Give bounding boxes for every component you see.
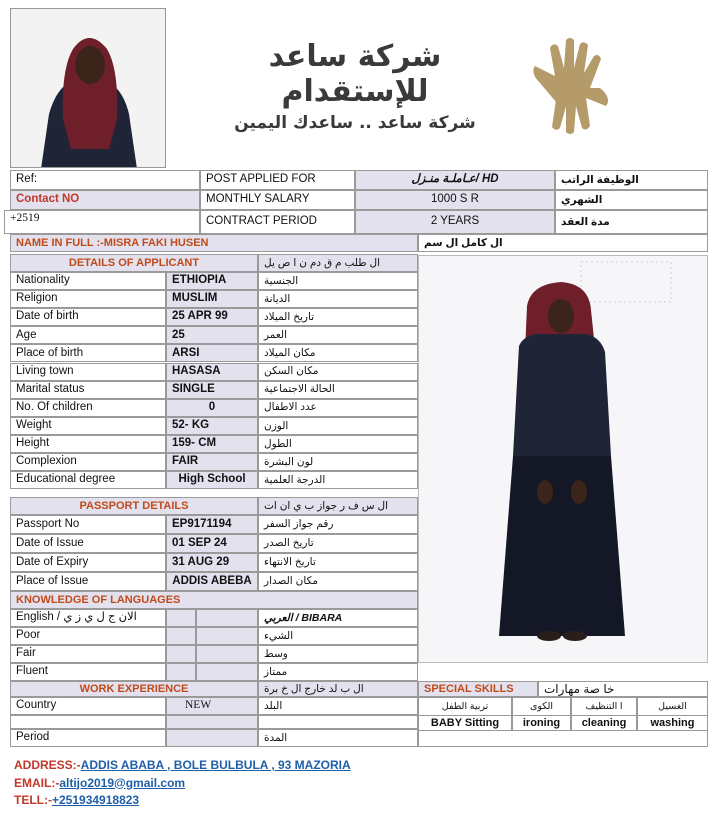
applicant-full-body-photo xyxy=(418,255,708,663)
detail-label: Nationality xyxy=(10,272,166,290)
detail-label-ar: الجنسية xyxy=(258,272,418,290)
passport-label: Date of Issue xyxy=(10,534,166,553)
passport-title: PASSPORT DETAILS xyxy=(10,497,258,515)
language-check-1 xyxy=(166,609,196,627)
detail-value: 25 xyxy=(166,326,258,344)
passport-label-ar: مكان الصدار xyxy=(258,572,418,591)
detail-value: ARSI xyxy=(166,344,258,362)
detail-value: High School xyxy=(166,471,258,489)
passport-value: EP9171194 xyxy=(166,515,258,534)
language-level-ar: BIBARA / العربي xyxy=(258,609,418,627)
detail-value: MUSLIM xyxy=(166,290,258,308)
passport-label: Date of Expiry xyxy=(10,553,166,572)
detail-label-ar: الطول xyxy=(258,435,418,453)
address-label: ADDRESS:- xyxy=(14,758,81,772)
detail-label-ar: لون البشرة xyxy=(258,453,418,471)
details-title-ar: ال طلب م ق دم ن ا ص يل xyxy=(258,254,418,272)
detail-label-ar: الحالة الاجتماعية xyxy=(258,381,418,399)
work-period-ar: المدة xyxy=(258,729,418,747)
language-check-2 xyxy=(196,627,258,645)
detail-label: Marital status xyxy=(10,381,166,399)
skills-blank-row xyxy=(418,731,708,747)
language-check-2 xyxy=(196,663,258,681)
language-level-ar: ممتاز xyxy=(258,663,418,681)
language-check-1 xyxy=(166,645,196,663)
work-title-ar: ال ب لد خارج ال خ برة xyxy=(258,681,418,697)
work-period-value xyxy=(166,729,258,747)
contract-value: 2 YEARS xyxy=(355,210,555,234)
work-period-label: Period xyxy=(10,729,166,747)
tel-link[interactable]: +251934918823 xyxy=(52,793,140,807)
skill-label-ar: تربية الطفل xyxy=(418,697,512,715)
work-blank-label xyxy=(10,715,166,729)
work-title: WORK EXPERIENCE xyxy=(10,681,258,697)
language-check-1 xyxy=(166,663,196,681)
detail-label: Height xyxy=(10,435,166,453)
detail-label: Religion xyxy=(10,290,166,308)
detail-label-ar: مكان السكن xyxy=(258,363,418,381)
company-branding xyxy=(200,40,510,133)
skills-title-ar: خا صة مهارات xyxy=(538,681,708,697)
company-slogan: شركة ساعد .. ساعدك اليمين xyxy=(234,113,476,133)
detail-value: HASASA xyxy=(166,363,258,381)
work-blank-value xyxy=(166,715,258,729)
ref-label: Ref: xyxy=(10,170,200,190)
details-title: DETAILS OF APPLICANT xyxy=(10,254,258,272)
full-name: NAME IN FULL :-MISRA FAKI HUSEN xyxy=(10,234,418,252)
contact-label: Contact NO xyxy=(10,190,200,210)
detail-label: No. Of children xyxy=(10,399,166,417)
contract-label: CONTRACT PERIOD xyxy=(200,210,355,234)
contact-value: +2519 xyxy=(4,210,200,234)
detail-label-ar: الدرجة العلمية xyxy=(258,471,418,489)
detail-label: Place of birth xyxy=(10,344,166,362)
detail-value: 52- KG xyxy=(166,417,258,435)
detail-value: 159- CM xyxy=(166,435,258,453)
skill-label-ar: ا التنظيف xyxy=(571,697,637,715)
contract-ar: مدة العقد xyxy=(555,210,708,234)
passport-value: 01 SEP 24 xyxy=(166,534,258,553)
skill-label-ar: الغسيل xyxy=(637,697,708,715)
work-blank-ar xyxy=(258,715,418,729)
work-country-label: Country xyxy=(10,697,166,715)
salary-ar: الشهري xyxy=(555,190,708,210)
detail-value: 0 xyxy=(166,399,258,417)
languages-title: KNOWLEDGE OF LANGUAGES xyxy=(10,591,418,609)
language-check-1 xyxy=(166,627,196,645)
skill-item: cleaning xyxy=(571,715,637,731)
passport-value: 31 AUG 29 xyxy=(166,553,258,572)
detail-value: SINGLE xyxy=(166,381,258,399)
passport-label-ar: تاريخ الصدر xyxy=(258,534,418,553)
language-check-2 xyxy=(196,609,258,627)
post-applied-value: عـاملـة منـزل/ HD xyxy=(355,170,555,190)
work-country-value: NEW xyxy=(166,697,258,715)
language-level-ar: الشيء xyxy=(258,627,418,645)
detail-label-ar: تاريخ الميلاد xyxy=(258,308,418,326)
skill-item: ironing xyxy=(512,715,571,731)
detail-label-ar: عدد الاطفال xyxy=(258,399,418,417)
email-link[interactable]: altijo2019@gmail.com xyxy=(59,775,186,790)
detail-label: Date of birth xyxy=(10,308,166,326)
email-label: EMAIL:- xyxy=(14,775,60,790)
detail-label-ar: مكان الميلاد xyxy=(258,344,418,362)
language-level-label: Fair xyxy=(10,645,166,663)
passport-value: ADDIS ABEBA xyxy=(166,572,258,591)
passport-title-ar: ال س ف ر جواز ب ي ان ات xyxy=(258,497,418,515)
salary-value: 1000 S R xyxy=(355,190,555,210)
applicant-portrait-photo xyxy=(10,8,166,168)
salary-label: MONTHLY SALARY xyxy=(200,190,355,210)
hands-logo-icon xyxy=(520,28,620,138)
full-name-ar: ال كامل ال سم xyxy=(418,234,708,252)
detail-label-ar: العمر xyxy=(258,326,418,344)
passport-label: Passport No xyxy=(10,515,166,534)
detail-label: Living town xyxy=(10,363,166,381)
skill-item: BABY Sitting xyxy=(418,715,512,731)
detail-label: Complexion xyxy=(10,453,166,471)
language-level-label: Poor xyxy=(10,627,166,645)
detail-label: Educational degree xyxy=(10,471,166,489)
detail-value: 25 APR 99 xyxy=(166,308,258,326)
post-applied-ar: الوظيفة الراتب xyxy=(555,170,708,190)
work-country-ar: البلد xyxy=(258,697,418,715)
skill-item: washing xyxy=(637,715,708,731)
language-level-ar: وسط xyxy=(258,645,418,663)
detail-label: Weight xyxy=(10,417,166,435)
language-level-label: Fluent xyxy=(10,663,166,681)
contact-footer xyxy=(14,757,351,810)
language-check-2 xyxy=(196,645,258,663)
address-link[interactable]: ADDIS ABABA , BOLE BULBULA , 93 MAZORIA xyxy=(80,758,351,772)
skill-label-ar: الكوى xyxy=(512,697,571,715)
passport-label-ar: رقم جواز السفر xyxy=(258,515,418,534)
passport-label-ar: تاريخ الانتهاء xyxy=(258,553,418,572)
post-applied-label: POST APPLIED FOR xyxy=(200,170,355,190)
detail-value: FAIR xyxy=(166,453,258,471)
detail-label-ar: الديانة xyxy=(258,290,418,308)
detail-label: Age xyxy=(10,326,166,344)
company-name: شركة ساعد للإستقدام xyxy=(268,39,442,109)
passport-label: Place of Issue xyxy=(10,572,166,591)
detail-value: ETHIOPIA xyxy=(166,272,258,290)
tel-label: TELL:- xyxy=(14,793,52,807)
skills-title: SPECIAL SKILLS xyxy=(418,681,538,697)
detail-label-ar: الوزن xyxy=(258,417,418,435)
language-level-label: English / الان ج ل ي ز ي xyxy=(10,609,166,627)
